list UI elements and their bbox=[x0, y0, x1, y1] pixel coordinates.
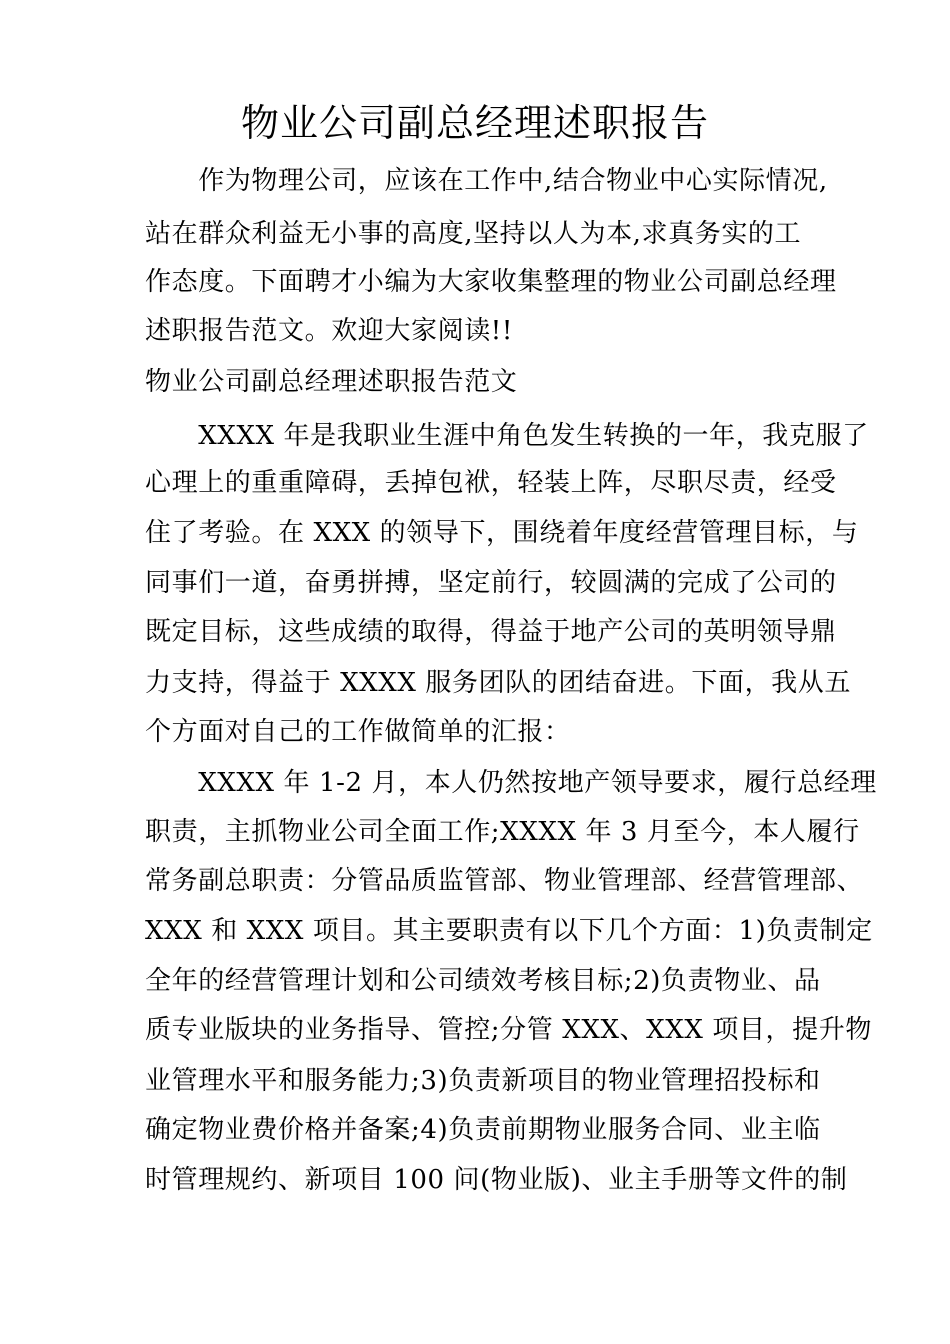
text-line: 常务副总职责：分管品质监管部、物业管理部、经营管理部、 bbox=[145, 866, 864, 896]
text-line: 同事们一道，奋勇拼搏，坚定前行，较圆满的完成了公司的 bbox=[145, 568, 837, 598]
text-line: 作态度。下面聘才小编为大家收集整理的物业公司副总经理 bbox=[145, 267, 837, 297]
text-line: XXXX 年 1-2 月，本人仍然按地产领导要求，履行总经理 bbox=[145, 768, 877, 798]
text-line: 全年的经营管理计划和公司绩效考核目标;2)负责物业、品 bbox=[145, 966, 821, 996]
text-line: 既定目标，这些成绩的取得，得益于地产公司的英明领导鼎 bbox=[145, 617, 837, 647]
text-line: 力支持，得益于 XXXX 服务团队的团结奋进。下面，我从五 bbox=[145, 668, 851, 698]
text-line: 住了考验。在 XXX 的领导下，围绕着年度经营管理目标，与 bbox=[145, 518, 859, 548]
text-line: 时管理规约、新项目 100 问(物业版)、业主手册等文件的制 bbox=[145, 1165, 848, 1195]
document-title: 物业公司副总经理述职报告 bbox=[240, 101, 709, 145]
section-heading: 物业公司副总经理述职报告范文 bbox=[145, 367, 518, 397]
text-line: 述职报告范文。欢迎大家阅读!! bbox=[145, 316, 513, 346]
text-line: 业管理水平和服务能力;3)负责新项目的物业管理招投标和 bbox=[145, 1066, 821, 1096]
text-line: 站在群众利益无小事的高度,坚持以人为本,求真务实的工 bbox=[145, 219, 802, 249]
text-line: XXXX 年是我职业生涯中角色发生转换的一年，我克服了 bbox=[145, 421, 869, 451]
text-line: 质专业版块的业务指导、管控;分管 XXX、XXX 项目，提升物 bbox=[145, 1015, 872, 1045]
text-line: 心理上的重重障碍，丢掉包袱，轻装上阵，尽职尽责，经受 bbox=[145, 468, 837, 498]
text-line: 确定物业费价格并备案;4)负责前期物业服务合同、业主临 bbox=[145, 1115, 821, 1145]
text-line: 职责，主抓物业公司全面工作;XXXX 年 3 月至今，本人履行 bbox=[145, 817, 860, 847]
text-line: 作为物理公司，应该在工作中,结合物业中心实际情况, bbox=[145, 166, 828, 196]
text-line: XXX 和 XXX 项目。其主要职责有以下几个方面：1)负责制定 bbox=[145, 916, 873, 946]
text-line: 个方面对自己的工作做简单的汇报： bbox=[145, 717, 571, 747]
